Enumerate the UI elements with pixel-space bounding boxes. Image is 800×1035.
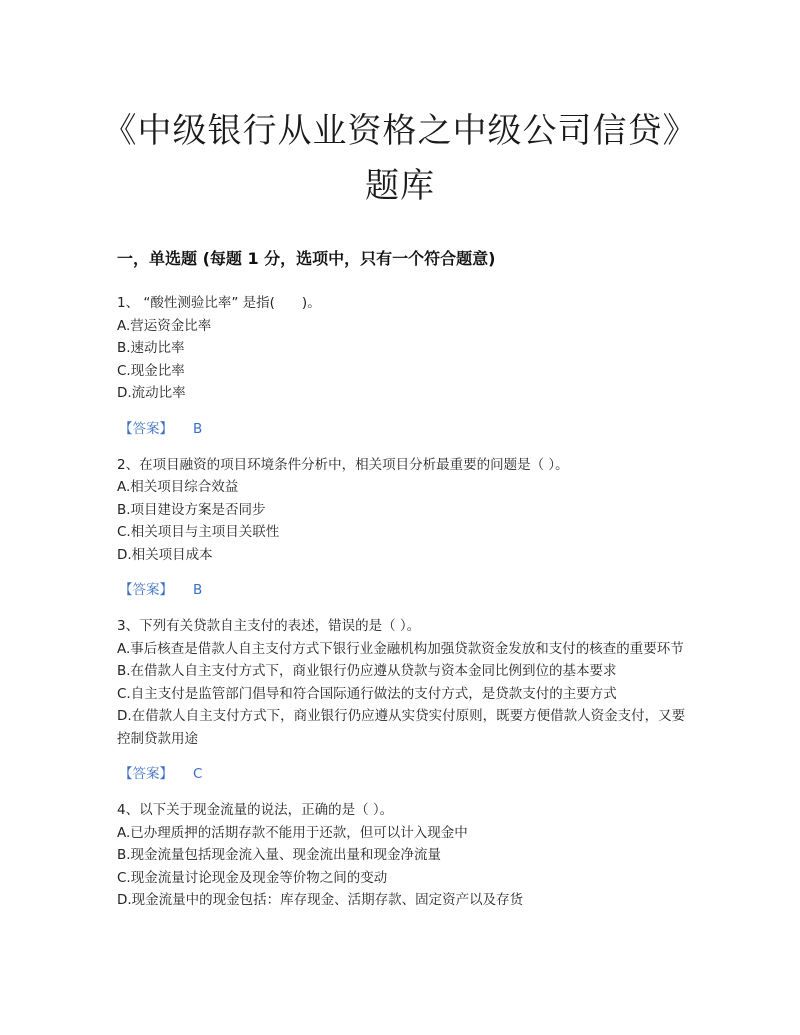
option-d: D.相关项目成本 — [117, 546, 213, 563]
answer-line — [117, 418, 687, 440]
option-b: B.现金流量包括现金流入量、现金流出量和现金净流量 — [117, 847, 442, 863]
option-d: D.现金流量中的现金包括：库存现金、活期存款、固定资产以及存货 — [117, 892, 524, 908]
question-4 — [117, 799, 687, 912]
question-list — [117, 292, 687, 912]
question-stem: 2、在项目融资的项目环境条件分析中，相关项目分析最重要的问题是（ ）。 — [117, 456, 569, 473]
option-c: C.现金流量讨论现金及现金等价物之间的变动 — [117, 869, 388, 886]
answer-value: B — [193, 582, 203, 598]
option-a: A.已办理质押的活期存款不能用于还款，但可以计入现金中 — [117, 824, 468, 841]
option-a: A.相关项目综合效益 — [117, 479, 239, 495]
answer-label: 【答案】 — [119, 766, 173, 782]
option-a: A.事后核查是借款人自主支付方式下银行业金融机构加强贷款资金发放和支付的核查的重要环节 — [117, 640, 684, 657]
document-title: 《中级银行从业资格之中级公司信贷》题库 — [102, 111, 698, 206]
option-c: C.相关项目与主项目关联性 — [117, 524, 280, 540]
section-heading: 一，单选题 (每题 1 分，选项中，只有一个符合题意) — [117, 249, 496, 268]
option-b: B.在借款人自主支付方式下，商业银行仍应遵从贷款与资本金同比例到位的基本要求 — [117, 663, 617, 679]
question-stem: 1、 “酸性测验比率” 是指( )。 — [117, 295, 321, 311]
option-a: A.营运资金比率 — [117, 317, 212, 334]
option-c: C.现金比率 — [117, 362, 185, 379]
question-2 — [117, 454, 687, 602]
option-d: D.在借款人自主支付方式下，商业银行仍应遵从实贷实付原则，既要方便借款人资金支付，又要控制贷款用途 — [117, 708, 686, 747]
answer-value: C — [193, 766, 203, 782]
answer-line — [117, 579, 687, 601]
answer-value: B — [193, 420, 203, 437]
question-stem: 3、下列有关贷款自主支付的表述，错误的是（ ）。 — [117, 618, 421, 634]
answer-label: 【答案】 — [119, 582, 173, 598]
option-b: B.项目建设方案是否同步 — [117, 501, 266, 518]
option-d: D.流动比率 — [117, 385, 186, 401]
question-stem: 4、以下关于现金流量的说法，正确的是（ ）。 — [117, 802, 394, 818]
option-b: B.速动比率 — [117, 340, 185, 356]
question-1 — [117, 292, 687, 440]
answer-label: 【答案】 — [119, 420, 173, 437]
answer-line — [117, 763, 687, 785]
question-3 — [117, 615, 687, 785]
option-c: C.自主支付是监管部门倡导和符合国际通行做法的支付方式，是贷款支付的主要方式 — [117, 685, 617, 702]
